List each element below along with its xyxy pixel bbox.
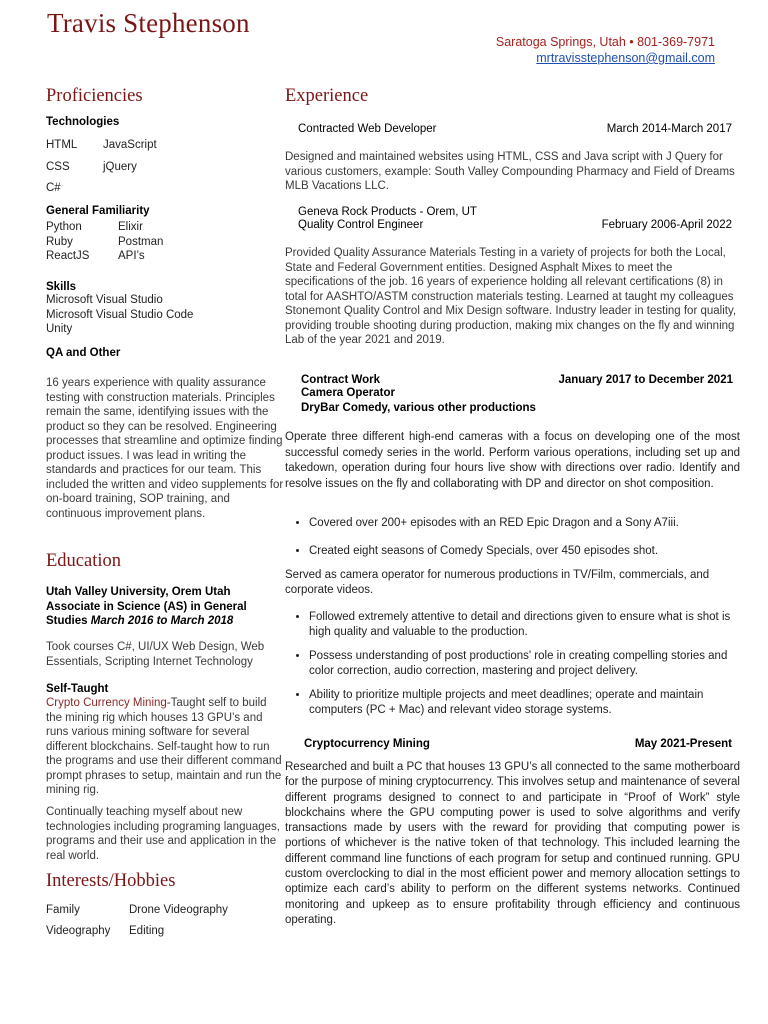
interests-title: Interests/Hobbies: [46, 871, 176, 891]
job3-company: DryBar Comedy, various other productions: [301, 402, 536, 414]
job2-desc: Provided Quality Assurance Materials Testing in a variety of projects for both the Local, State and Federal Government entities. Designed Asphalt Mixes to meet the specifications of the job. 16 years of experience holding all relevant certifications (8) in total for AASHTO/ASTM construction materials testing. Learned at taught my colleagues Stonemont Quality Control and Mix Design software. Industry leader in testing for quality, providing trouble shooting during production, making mix changes on the fly and winning Lab of the year 2021 and 2019.: [285, 247, 737, 346]
job1-title: Contracted Web Developer: [298, 123, 437, 135]
resume-name: Travis Stephenson: [47, 8, 250, 38]
familiarity-item: ReactJS: [46, 250, 90, 262]
interest-item: Family: [46, 904, 80, 916]
skills-list: [46, 293, 284, 337]
technologies-title: Technologies: [46, 116, 120, 128]
interests-section: [46, 871, 284, 892]
job3-bullet: • Followed extremely attentive to detail and directions given to ensure what is shot is high quality and valuable to the production.: [309, 610, 740, 639]
job3-desc: Operate three different high-end cameras with a focus on developing one of the most successful comedy series in the world. Perform various operations, including set up and takedown, operation during four hours live show with directions over radio. Identify and resolve issues on the fly and collaborating with DP and director on shot composition.: [285, 431, 740, 490]
qa-title: QA and Other: [46, 347, 121, 359]
edu-school: [46, 585, 284, 629]
job3-bullet: • Covered over 200+ episodes with an RED Epic Dragon and a Sony A7iii.: [309, 516, 740, 531]
job3-bullet: • Created eight seasons of Comedy Specials, over 450 episodes shot.: [309, 544, 740, 559]
email-link[interactable]: mrtravisstephenson@gmail.com: [536, 51, 715, 65]
familiarity-title: General Familiarity: [46, 205, 150, 217]
tech-item: HTML: [46, 139, 78, 151]
job3-mid: Served as camera operator for numerous productions in TV/Film, commercials, and corporate videos.: [285, 569, 710, 596]
self-taught-desc: -Taught self to build the mining rig which houses 13 GPU’s and runs various mining software for several different blockchains. Self-taught how to run the programs and use their different command prompt phrases to setup, maintain and run the mining rig.: [46, 697, 282, 796]
tech-item: CSS: [46, 160, 70, 173]
tech-item: jQuery: [103, 160, 137, 173]
skill-item: Microsoft Visual Studio Code: [46, 308, 194, 321]
familiarity-list: [46, 220, 284, 264]
job3-title: Camera Operator: [301, 387, 395, 399]
edu-dates: March 2016 to March 2018: [90, 615, 234, 627]
interests-list: [46, 903, 284, 938]
edu-courses: Took courses C#, UI/UX Web Design, Web Essentials, Scripting Internet Technology: [46, 641, 265, 668]
job3-bullets-b: [285, 610, 740, 727]
location-phone: Saratoga Springs, Utah • 801-369-7971: [495, 35, 715, 49]
contact-block: [496, 34, 715, 66]
familiarity-item: Ruby: [46, 235, 73, 248]
job3-type: Contract Work: [301, 374, 381, 386]
technologies-list: [46, 138, 284, 196]
job4-header: [285, 738, 732, 750]
education-title: Education: [46, 551, 122, 571]
tech-item: C#: [46, 182, 61, 194]
familiarity-item: Python: [46, 221, 82, 233]
familiarity-item: API’s: [118, 250, 145, 262]
education-section: [46, 551, 284, 572]
interest-item: Drone Videography: [129, 904, 228, 916]
job4-dates: May 2021-Present: [634, 738, 732, 750]
job3-dates: January 2017 to December 2021: [558, 374, 733, 386]
job3-bullets-a: [285, 516, 740, 568]
self-taught-title: Self-Taught: [46, 683, 109, 695]
self-taught-text: [46, 696, 284, 798]
familiarity-item: Postman: [118, 235, 164, 248]
tech-item: JavaScript: [103, 139, 157, 151]
qa-text: 16 years experience with quality assurance testing with construction materials. Principles remain the same, identifying issues with the product so they can be resolved. Engineering processes that streamline and optimize finding product issues. I was lead in writing the standards and practices for our team. This included the written and video supplements for on-board training, SOP training, and continuous improvement plans.: [46, 377, 284, 520]
job1-desc: Designed and maintained websites using HTML, CSS and Java script with J Query for various customers, example: South Valley Compounding Pharmacy and Field of Dreams MLB Vacations LLC.: [285, 151, 735, 192]
job1-header: [285, 123, 732, 135]
experience-title: Experience: [285, 86, 369, 106]
job2-dates: February 2006-April 2022: [601, 219, 732, 231]
job4-title: Cryptocurrency Mining: [304, 738, 430, 750]
job2-header: [285, 206, 732, 231]
crypto-mining-link[interactable]: Crypto Currency Mining: [46, 697, 167, 709]
job2-title: Quality Control Engineer: [298, 219, 424, 231]
skills-title: Skills: [46, 281, 77, 293]
job1-dates: March 2014-March 2017: [606, 123, 732, 135]
interest-item: Videography: [46, 924, 111, 937]
skill-item: Microsoft Visual Studio: [46, 294, 163, 306]
job3-bullet: • Ability to prioritize multiple projects and meet deadlines; operate and maintain computers (PC + Mac) and relevant video storage systems.: [309, 688, 740, 717]
job4-desc: Researched and built a PC that houses 13 GPU’s all connected to the same motherboard for the purpose of mining cryptocurrency. This involves setup and maintenance of several different programs designed to connect to and participate in “Proof of Work” style blockchains where the GPU computing power is used to solve algorithms and verify transactions made by users with the reward for providing that computing power is portions of whichever is the native token of that technology. This included learning the different command line functions of each program for setup and continued running. GPU custom overclocking to dial in the most efficient power and memory allocation settings to optimize each card’s ability to perform on the different systems networks. Continued monitoring and upkeep as to ensure profitability through efficiency and continuous operating.: [285, 761, 740, 926]
proficiencies-title: Proficiencies: [46, 86, 143, 106]
experience-section: [285, 86, 740, 107]
job3-bullet: • Possess understanding of post productions' role in creating compelling stories and color correction, audio correction, mastering and project delivery.: [309, 649, 740, 678]
familiarity-item: Elixir: [118, 221, 143, 233]
proficiencies-section: [46, 86, 284, 107]
continual-text: Continually teaching myself about new technologies including programing languages, programs and their use and application in the real world.: [46, 806, 280, 862]
skill-item: Unity: [46, 323, 73, 335]
interest-item: Editing: [129, 924, 165, 937]
edu-school-name: Utah Valley University, Orem Utah Associate in Science (AS) in General Studies: [46, 586, 247, 627]
job3-header: [285, 374, 733, 416]
job2-company: Geneva Rock Products - Orem, UT: [298, 206, 477, 218]
